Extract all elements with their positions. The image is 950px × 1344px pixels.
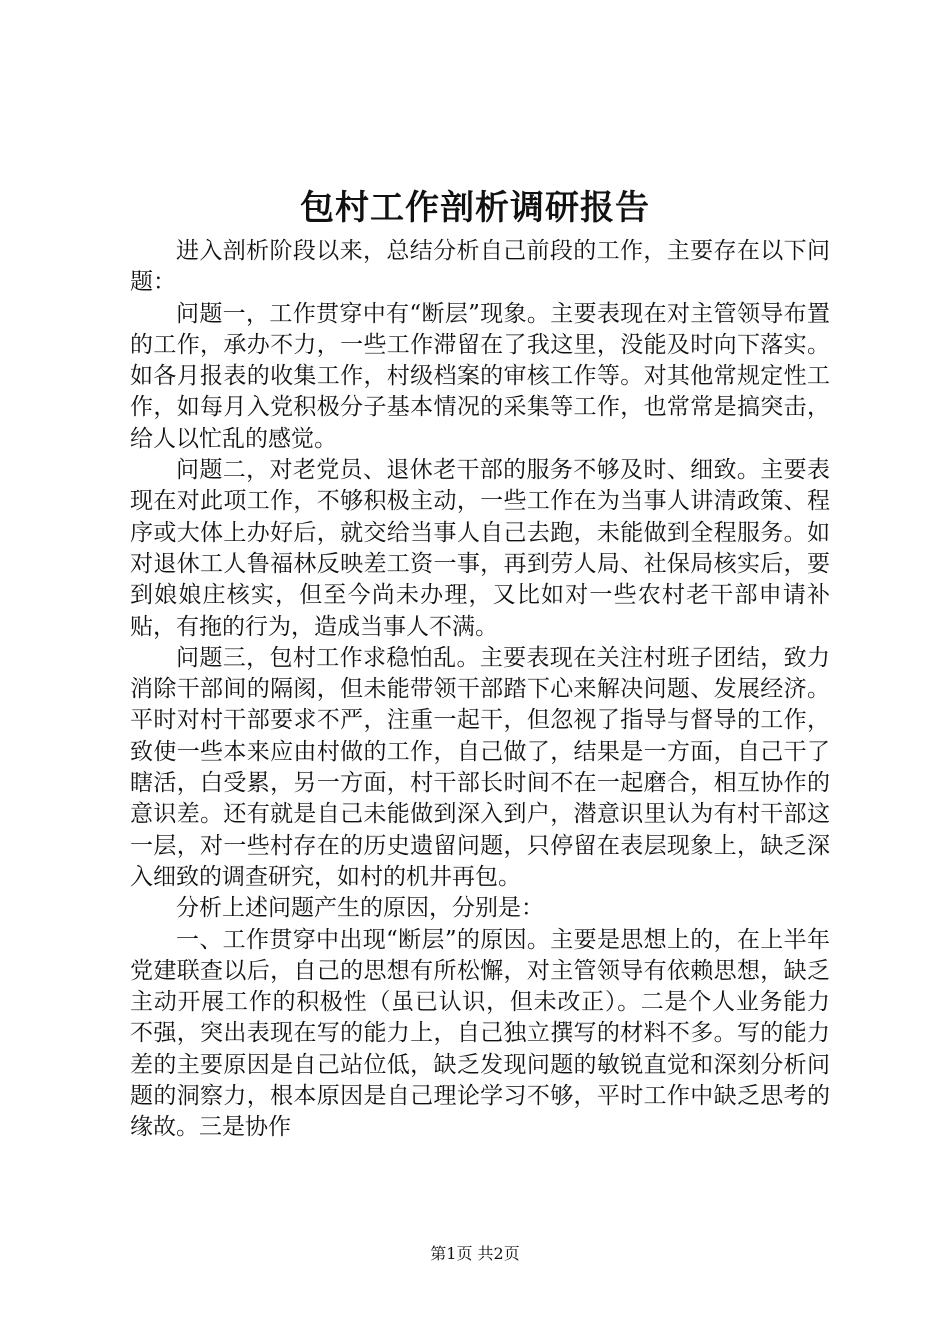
paragraph-problem-3: 问题三，包村工作求稳怕乱。主要表现在关注村班子团结，致力消除干部间的隔阂，但未能带领干部踏下心来解决问题、发展经济。平时对村干部要求不严，注重一起干，但忽视了指导与督导的工作，致使一些本来应由村做的工作，自己做了，结果是一方面，自己干了瞎活，白受累，另一方面，村干部长时间不在一起磨合，相互协作的意识差。还有就是自己未能做到深入到户，潜意识里认为有村干部这一层，对一些村存在的历史遗留问题，只停留在表层现象上，缺乏深入细致的调查研究，如村的机井再包。 bbox=[130, 644, 830, 890]
paragraph-analysis-intro: 分析上述问题产生的原因，分别是： bbox=[176, 895, 544, 922]
paragraph-problem-1: 问题一，工作贯穿中有“断层”现象。主要表现在对主管领导布置的工作，承办不力，一些工作滞留在了我这里，没能及时向下落实。如各月报表的收集工作，村级档案的审核工作等。对其他常规定性工作，如每月入党积极分子基本情况的采集等工作，也常常是搞突击，给人以忙乱的感觉。 bbox=[130, 300, 830, 452]
paragraph-intro: 进入剖析阶段以来，总结分析自己前段的工作，主要存在以下问题： bbox=[130, 238, 830, 296]
paragraph-problem-2: 问题二，对老党员、退休老干部的服务不够及时、细致。主要表现在对此项工作，不够积极主动，一些工作在为当事人讲清政策、程序或大体上办好后，就交给当事人自己去跑，未能做到全程服务。如对退休工人鲁福林反映差工资一事，再到劳人局、社保局核实后，要到娘娘庄核实，但至今尚未办理，又比如对一些农村老干部申请补贴，有拖的行为，造成当事人不满。 bbox=[130, 457, 830, 640]
page-footer: 第1页 共2页 bbox=[430, 1244, 520, 1263]
document-body bbox=[130, 236, 830, 1144]
paragraph-cause-1: 一、工作贯穿中出现“断层”的原因。主要是思想上的，在上半年党建联查以后，自己的思想有所松懈，对主管领导有依赖思想，缺乏主动开展工作的积极性（虽已认识，但未改正）。二是个人业务能力不强，突出表现在写的能力上，自己独立撰写的材料不多。写的能力差的主要原因是自己站位低，缺乏发现问题的敏锐直觉和深刻分析问题的洞察力，根本原因是自己理论学习不够，平时工作中缺乏思考的缘故。三是协作 bbox=[130, 926, 830, 1141]
document-title: 包村工作剖析调研报告 bbox=[300, 188, 650, 228]
